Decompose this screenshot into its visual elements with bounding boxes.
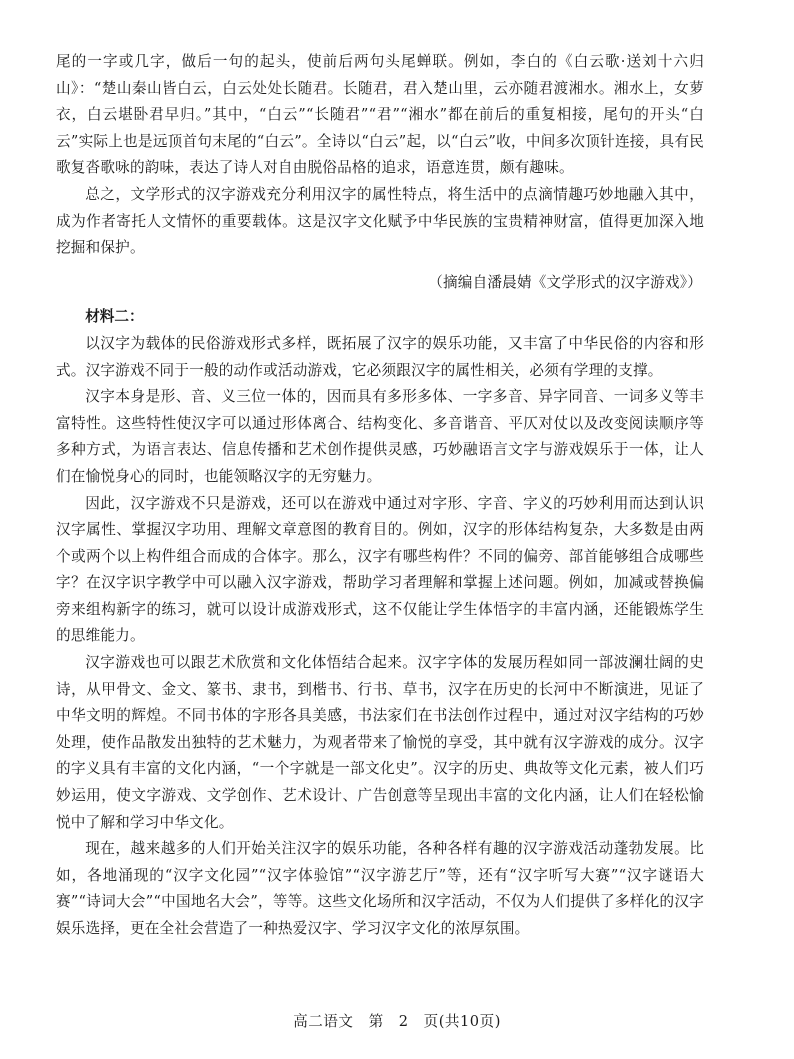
page-content bbox=[56, 49, 704, 943]
paragraph-material2-2: 汉字本身是形、音、义三位一体的，因而具有多形多体、一字多音、异字同音、一词多义等丰富特性。这些特性使汉字可以通过形体离合、结构变化、多音谐音、平仄对仗以及改变阅读顺序等多种方式，为语言表达、信息传播和艺术创作提供灵感，巧妙融语言文字与游戏娱乐于一体，让人们在愉悦身心的同时，也能领略汉字的无穷魅力。 bbox=[56, 388, 704, 485]
paragraph-summary: 总之，文学形式的汉字游戏充分利用汉字的属性特点，将生活中的点滴情趣巧妙地融入其中，成为作者寄托人文情怀的重要载体。这是汉字文化赋予中华民族的宝贵精神财富，值得更加深入地挖掘和保护。 bbox=[56, 185, 704, 257]
section-label-material-2: 材料二： bbox=[85, 308, 144, 326]
page-footer: 高二语文 第 2 页(共10页) bbox=[293, 1013, 501, 1030]
source-citation: （摘编自潘晨婧《文学形式的汉字游戏》） bbox=[428, 273, 702, 291]
paragraph-material2-5: 现在，越来越多的人们开始关注汉字的娱乐功能，各种各样有趣的汉字游戏活动蓬勃发展。比如，各地涌现的“汉字文化园”“汉字体验馆”“汉字游艺厅”等，还有“汉字听写大赛”“汉字谜语大赛”“诗词大会”“中国地名大会”，等等。这些文化场所和汉字活动，不仅为人们提供了多样化的汉字娱乐选择，更在全社会营造了一种热爱汉字、学习汉字文化的浓厚氛围。 bbox=[56, 840, 704, 937]
paragraph-material2-1: 以汉字为载体的民俗游戏形式多样，既拓展了汉字的娱乐功能，又丰富了中华民俗的内容和形式。汉字游戏不同于一般的动作或活动游戏，它必须跟汉字的属性相关，必须有学理的支撑。 bbox=[56, 334, 704, 379]
paragraph-material2-3: 因此，汉字游戏不只是游戏，还可以在游戏中通过对字形、字音、字义的巧妙利用而达到认识汉字属性、掌握汉字功用、理解文章意图的教育目的。例如，汉字的形体结构复杂，大多数是由两个或两个以上构件组合而成的合体字。那么，汉字有哪些构件？不同的偏旁、部首能够组合成哪些字？在汉字识字教学中可以融入汉字游戏，帮助学习者理解和掌握上述问题。例如，加减或替换偏旁来组构新字的练习，就可以设计成游戏形式，这不仅能让学生体悟字的丰富内涵，还能锻炼学生的思维能力。 bbox=[56, 494, 704, 645]
paragraph-continuation: 尾的一字或几字，做后一句的起头，使前后两句头尾蝉联。例如，李白的《白云歌·送刘十六归山》：“楚山秦山皆白云，白云处处长随君。长随君，君入楚山里，云亦随君渡湘水。湘水上，女萝衣，白云堪卧君早归。”其中，“白云”“长随君”“君”“湘水”都在前后的重复相接，尾句的开头“白云”实际上也是远顶首句末尾的“白云”。全诗以“白云”起，以“白云”收，中间多次顶针连接，具有民歌复沓歌咏的韵味，表达了诗人对自由脱俗品格的追求，语意连贯，颇有趣味。 bbox=[56, 53, 704, 177]
paragraph-material2-4: 汉字游戏也可以跟艺术欣赏和文化体悟结合起来。汉字字体的发展历程如同一部波澜壮阔的史诗，从甲骨文、金文、篆书、隶书，到楷书、行书、草书，汉字在历史的长河中不断演进，见证了中华文明的辉煌。不同书体的字形各具美感，书法家们在书法创作过程中，通过对汉字结构的巧妙处理，使作品散发出独特的艺术魅力，为观者带来了愉悦的享受，其中就有汉字游戏的成分。汉字的字义具有丰富的文化内涵，“一个字就是一部文化史”。汉字的历史、典故等文化元素，被人们巧妙运用，使文字游戏、文学创作、艺术设计、广告创意等呈现出丰富的文化内涵，让人们在轻松愉悦中了解和学习中华文化。 bbox=[56, 654, 704, 831]
